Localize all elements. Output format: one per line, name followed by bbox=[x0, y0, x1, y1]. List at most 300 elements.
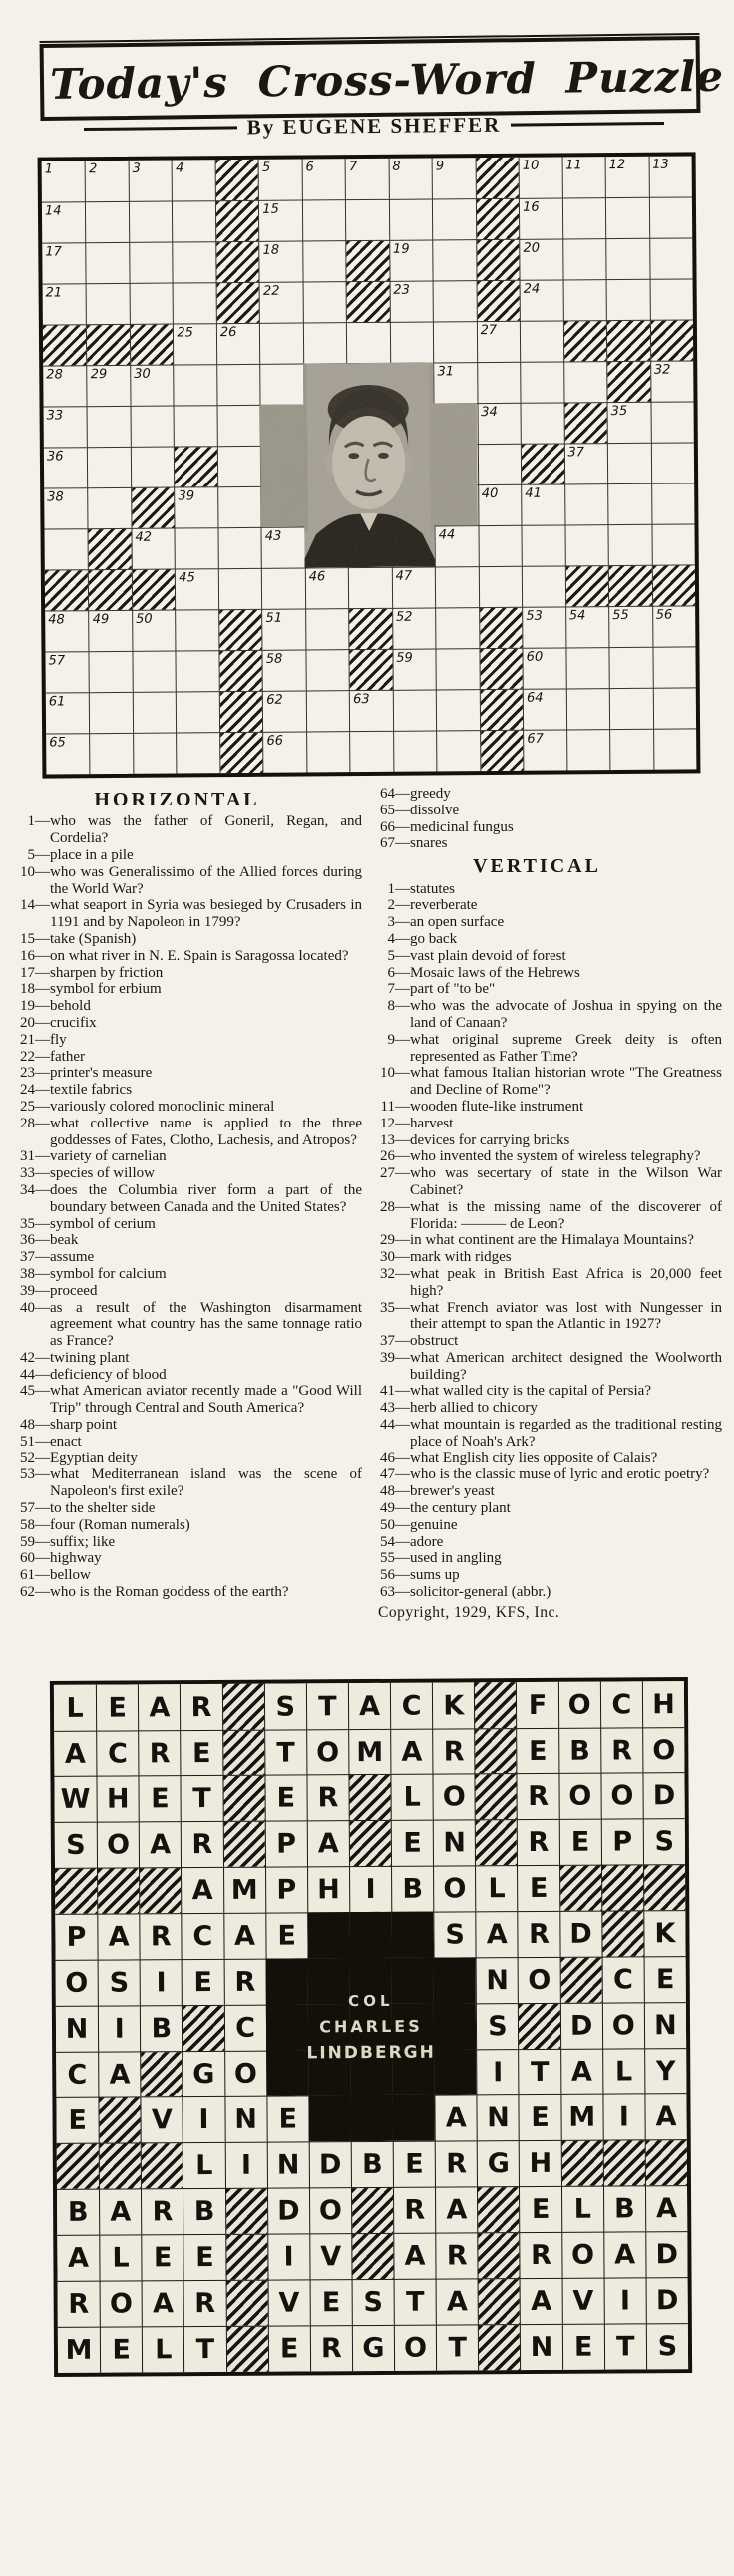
grid-cell bbox=[42, 242, 86, 283]
clue-text: suffix; like bbox=[50, 1533, 116, 1550]
clue-item bbox=[378, 1400, 726, 1417]
cell-number: 10 bbox=[522, 158, 540, 173]
grid-cell bbox=[650, 442, 694, 483]
black-cell bbox=[476, 280, 520, 321]
solution-letter-cell: A bbox=[98, 2052, 140, 2097]
black-cell bbox=[476, 239, 520, 280]
solution-center-cell bbox=[308, 2095, 350, 2141]
grid-cell bbox=[519, 157, 562, 197]
clue-text: highway bbox=[50, 1550, 102, 1567]
clue-number: 38 — bbox=[18, 1266, 50, 1283]
clue-item bbox=[18, 1534, 366, 1551]
clue-number: 35 — bbox=[378, 1300, 410, 1334]
grid-cell bbox=[133, 733, 177, 774]
clue-number: 36 — bbox=[18, 1232, 50, 1249]
solution-letter-cell: A bbox=[57, 2235, 99, 2281]
clue-number: 39 — bbox=[378, 1350, 410, 1384]
grid-cell bbox=[432, 158, 476, 198]
solution-letter-cell: B bbox=[183, 2188, 224, 2234]
clue-text: solicitor-general (abbr.) bbox=[410, 1584, 551, 1601]
grid-cell bbox=[562, 279, 606, 320]
clue-number: 49 — bbox=[378, 1500, 410, 1517]
cell-number: 58 bbox=[265, 651, 283, 667]
byline-row bbox=[84, 111, 664, 142]
grid-cell bbox=[607, 443, 651, 483]
newspaper-page bbox=[0, 40, 734, 2576]
grid-cell bbox=[519, 238, 562, 279]
vertical-clues bbox=[378, 881, 726, 1601]
solution-black-cell bbox=[518, 2003, 559, 2049]
black-cell bbox=[563, 402, 607, 443]
solution-grid-frame bbox=[50, 1677, 692, 2377]
clue-number: 26 — bbox=[378, 1148, 410, 1165]
solution-letter-cell: K bbox=[432, 1683, 474, 1729]
grid-cell bbox=[393, 730, 437, 771]
grid-cell bbox=[651, 483, 695, 523]
grid-cell bbox=[432, 239, 476, 280]
cell-number: 32 bbox=[653, 362, 671, 378]
clue-text: what original supreme Greek deity is often represented as Father Time? bbox=[410, 1031, 722, 1065]
cell-number: 61 bbox=[48, 694, 66, 710]
grid-cell bbox=[217, 446, 261, 486]
clue-text: symbol of cerium bbox=[50, 1215, 156, 1232]
cell-number: 35 bbox=[610, 403, 628, 420]
grid-cell bbox=[172, 160, 215, 200]
black-cell bbox=[479, 648, 523, 689]
solution-letter-cell: E bbox=[182, 1959, 223, 2005]
grid-cell bbox=[563, 443, 607, 483]
solution-letter-cell: L bbox=[391, 1774, 433, 1820]
clue-item bbox=[378, 1466, 726, 1483]
solution-black-cell bbox=[645, 2139, 687, 2185]
cell-number: 11 bbox=[565, 158, 582, 173]
clue-item bbox=[18, 1466, 366, 1500]
clue-number: 19 — bbox=[18, 998, 50, 1015]
solution-letter-cell: L bbox=[475, 1865, 517, 1911]
clue-number: 45 — bbox=[18, 1383, 50, 1417]
clue-number: 63 — bbox=[378, 1584, 410, 1601]
clue-item bbox=[18, 1500, 366, 1517]
cell-number: 23 bbox=[393, 282, 410, 298]
solution-letter-cell: E bbox=[558, 1819, 600, 1865]
clue-item bbox=[18, 1165, 366, 1182]
grid-cell bbox=[85, 201, 129, 242]
grid-cell bbox=[306, 690, 350, 731]
clues-left-column bbox=[18, 786, 366, 1621]
grid-cell bbox=[174, 364, 217, 405]
cell-number: 20 bbox=[523, 240, 541, 256]
black-cell bbox=[651, 564, 695, 605]
cell-number: 46 bbox=[308, 569, 326, 585]
grid-cell bbox=[305, 608, 349, 649]
clue-text: as a result of the Washington disarmament agreement what country has the same tonnage ratio as France? bbox=[50, 1299, 362, 1350]
solution-letter-cell: E bbox=[519, 2186, 560, 2232]
grid-cell bbox=[176, 609, 219, 650]
solution-letter-cell: T bbox=[264, 1730, 306, 1775]
cell-number: 33 bbox=[46, 408, 64, 424]
grid-cell bbox=[131, 447, 175, 487]
clue-text: vast plain devoid of forest bbox=[410, 947, 566, 964]
grid-cell bbox=[609, 729, 653, 770]
solution-center-cell bbox=[308, 2004, 350, 2050]
solution-center-cell bbox=[392, 2095, 434, 2141]
solution-letter-cell: P bbox=[600, 1819, 642, 1865]
clue-number: 44 — bbox=[18, 1367, 50, 1384]
clue-number: 4 — bbox=[378, 931, 410, 948]
cell-number: 22 bbox=[262, 283, 280, 299]
grid-cell bbox=[44, 487, 88, 528]
grid-cell bbox=[301, 159, 345, 199]
clue-text: used in angling bbox=[410, 1550, 502, 1567]
clue-number: 44 — bbox=[378, 1417, 410, 1450]
clue-item bbox=[18, 1266, 366, 1283]
cell-number: 41 bbox=[525, 485, 542, 501]
solution-letter-cell: G bbox=[477, 2140, 519, 2186]
cell-number: 6 bbox=[305, 160, 314, 175]
masthead-box bbox=[40, 36, 725, 121]
clue-number: 15 — bbox=[18, 931, 50, 948]
cell-number: 17 bbox=[45, 244, 62, 260]
solution-letter-cell: D bbox=[642, 1772, 684, 1818]
solution-letter-cell: I bbox=[183, 2096, 224, 2142]
solution-letter-cell: H bbox=[307, 1866, 349, 1912]
grid-cell bbox=[652, 687, 696, 728]
solution-letter-cell: M bbox=[223, 1867, 265, 1913]
grid-cell bbox=[46, 692, 90, 733]
clue-item bbox=[378, 1116, 726, 1132]
solution-center-cell bbox=[434, 1958, 476, 2004]
cell-number: 14 bbox=[44, 203, 62, 219]
clue-text: sharp point bbox=[50, 1417, 118, 1434]
grid-cell bbox=[345, 159, 389, 199]
clue-number: 29 — bbox=[378, 1232, 410, 1249]
solution-letter-cell: I bbox=[349, 1866, 391, 1912]
clue-number: 12 — bbox=[378, 1116, 410, 1132]
solution-black-cell bbox=[478, 2324, 520, 2370]
solution-letter-cell: O bbox=[433, 1774, 475, 1820]
solution-letter-cell: B bbox=[391, 1866, 433, 1912]
center-label-line1: COL bbox=[348, 1991, 394, 2010]
clue-number: 1 — bbox=[378, 881, 410, 898]
solution-letter-cell: R bbox=[58, 2281, 100, 2327]
grid-cell bbox=[477, 403, 521, 444]
clue-text: devices for carrying bricks bbox=[410, 1131, 570, 1148]
solution-letter-cell: O bbox=[600, 1773, 642, 1819]
solution-letter-cell: B bbox=[351, 2141, 393, 2187]
grid-cell bbox=[477, 444, 521, 484]
clue-item bbox=[18, 1099, 366, 1116]
cell-number: 60 bbox=[526, 649, 544, 665]
grid-cell bbox=[262, 691, 306, 732]
clue-item bbox=[18, 1417, 366, 1434]
cell-number: 34 bbox=[481, 404, 498, 421]
grid-cell bbox=[478, 525, 522, 566]
grid-cell bbox=[261, 568, 305, 609]
clue-number: 14 — bbox=[18, 897, 50, 931]
solution-letter-cell: C bbox=[600, 1682, 642, 1728]
clue-number: 30 — bbox=[378, 1249, 410, 1266]
grid-cell bbox=[46, 733, 90, 774]
clue-item bbox=[18, 1434, 366, 1450]
solution-letter-cell: B bbox=[140, 2005, 182, 2051]
grid-cell bbox=[433, 362, 477, 403]
solution-letter-cell: N bbox=[266, 2142, 308, 2188]
clue-text: what peak in British East Africa is 20,000 feet high? bbox=[410, 1265, 722, 1299]
grid-cell bbox=[302, 281, 346, 322]
black-cell bbox=[479, 689, 523, 730]
clue-item bbox=[18, 1049, 366, 1066]
clue-number: 48 — bbox=[378, 1483, 410, 1500]
clue-number: 6 — bbox=[378, 965, 410, 982]
grid-cell bbox=[388, 158, 432, 198]
clue-number: 27 — bbox=[378, 1165, 410, 1199]
grid-cell bbox=[259, 282, 303, 323]
solution-black-cell bbox=[221, 1684, 263, 1730]
grid-cell bbox=[436, 689, 480, 730]
grid-cell bbox=[608, 606, 652, 647]
grid-cell bbox=[522, 524, 565, 565]
cell-number: 26 bbox=[219, 325, 237, 341]
solution-letter-cell: E bbox=[96, 1685, 138, 1731]
solution-letter-cell: C bbox=[601, 1957, 643, 2003]
grid-cell bbox=[392, 689, 436, 730]
cell-number: 48 bbox=[48, 612, 65, 628]
clue-item bbox=[378, 786, 726, 803]
clue-item bbox=[18, 948, 366, 965]
solution-letter-cell: L bbox=[99, 2235, 141, 2281]
grid-cell bbox=[217, 527, 261, 568]
clue-item bbox=[18, 1350, 366, 1367]
solution-black-cell bbox=[474, 1728, 516, 1773]
solution-black-cell bbox=[225, 2188, 267, 2234]
solution-letter-cell: E bbox=[267, 2326, 309, 2372]
solution-center-cell bbox=[266, 2051, 308, 2096]
clue-item bbox=[378, 965, 726, 982]
black-cell bbox=[174, 446, 217, 486]
solution-letter-cell: R bbox=[435, 2233, 477, 2279]
solution-letter-cell: R bbox=[306, 1774, 348, 1820]
clue-text: who invented the system of wireless telegraphy? bbox=[410, 1148, 701, 1165]
cell-number: 4 bbox=[175, 161, 184, 176]
cell-number: 44 bbox=[438, 527, 456, 543]
black-cell bbox=[132, 569, 176, 610]
cell-number: 40 bbox=[481, 485, 499, 502]
clue-number: 2 — bbox=[378, 897, 410, 914]
solution-letter-cell: Y bbox=[644, 2048, 686, 2093]
solution-letter-cell: A bbox=[644, 2093, 686, 2139]
clue-text: bellow bbox=[50, 1567, 91, 1584]
solution-letter-cell: T bbox=[184, 2326, 225, 2372]
solution-black-cell bbox=[559, 1957, 601, 2003]
clue-item bbox=[18, 1567, 366, 1584]
clue-item bbox=[18, 1584, 366, 1601]
solution-letter-cell: M bbox=[58, 2327, 100, 2373]
solution-letter-cell: E bbox=[309, 2279, 351, 2325]
grid-cell bbox=[129, 242, 173, 283]
solution-letter-cell: E bbox=[517, 1865, 558, 1911]
grid-cell bbox=[561, 197, 605, 238]
solution-center-cell bbox=[350, 2095, 392, 2141]
cell-number: 5 bbox=[261, 160, 271, 175]
clue-text: on what river in N. E. Spain is Saragossa located? bbox=[50, 947, 349, 964]
clue-number: 23 — bbox=[18, 1065, 50, 1082]
grid-cell bbox=[435, 566, 479, 607]
clue-item bbox=[378, 998, 726, 1032]
black-cell bbox=[86, 324, 130, 365]
solution-letter-cell: C bbox=[182, 1913, 223, 1959]
grid-cell bbox=[478, 484, 522, 525]
solution-letter-cell: P bbox=[265, 1867, 307, 1913]
clue-text: species of willow bbox=[50, 1165, 155, 1182]
cell-number: 18 bbox=[262, 242, 280, 258]
grid-cell bbox=[89, 610, 133, 651]
solution-letter-cell: C bbox=[96, 1731, 138, 1776]
clue-item bbox=[18, 998, 366, 1015]
clue-item bbox=[378, 1500, 726, 1517]
solution-letter-cell: N bbox=[644, 2002, 686, 2048]
grid-cell bbox=[90, 733, 134, 774]
cell-number: 19 bbox=[392, 241, 410, 257]
clue-item bbox=[378, 835, 726, 852]
grid-cell bbox=[89, 651, 133, 692]
grid-cell bbox=[435, 607, 479, 648]
clue-item bbox=[378, 897, 726, 914]
solution-center-cell bbox=[434, 2050, 476, 2095]
cell-number: 54 bbox=[568, 608, 586, 624]
clue-number: 43 — bbox=[378, 1400, 410, 1417]
clue-number: 66 — bbox=[378, 819, 410, 836]
solution-letter-cell: V bbox=[267, 2280, 309, 2326]
solution-letter-cell: G bbox=[352, 2325, 394, 2371]
solution-letter-cell: E bbox=[266, 2096, 308, 2142]
grid-cell bbox=[609, 647, 653, 688]
solution-letter-cell: S bbox=[476, 2003, 518, 2049]
grid-cell bbox=[305, 649, 349, 690]
solution-black-cell bbox=[222, 1775, 264, 1821]
grid-cell bbox=[389, 239, 433, 280]
solution-letter-cell: L bbox=[561, 2186, 603, 2232]
grid-cell bbox=[606, 279, 650, 320]
solution-letter-cell: R bbox=[517, 1819, 558, 1865]
solution-letter-cell: A bbox=[307, 1820, 349, 1866]
solution-black-cell bbox=[140, 2051, 182, 2096]
clue-text: who is the classic muse of lyric and erotic poetry? bbox=[410, 1466, 710, 1483]
clue-number: 52 — bbox=[18, 1450, 50, 1467]
clue-text: what collective name is applied to the three goddesses of Fates, Clotho, Lachesis, and Atropos? bbox=[50, 1115, 362, 1148]
clue-number: 65 — bbox=[378, 803, 410, 819]
solution-center-cell bbox=[349, 1912, 391, 1958]
cell-number: 47 bbox=[395, 568, 413, 584]
solution-letter-cell: E bbox=[643, 1956, 685, 2002]
byline: By EUGENE SHEFFER bbox=[246, 112, 502, 140]
grid-cell bbox=[435, 525, 479, 566]
grid-cell bbox=[348, 567, 392, 608]
clue-text: symbol for calcium bbox=[50, 1265, 167, 1282]
solution-letter-cell: R bbox=[435, 2141, 477, 2187]
solution-letter-cell: E bbox=[139, 1775, 181, 1821]
solution-letter-cell: I bbox=[267, 2234, 309, 2280]
solution-letter-cell: L bbox=[602, 2049, 644, 2094]
clue-number: 34 — bbox=[18, 1182, 50, 1216]
cell-number: 66 bbox=[266, 733, 284, 749]
clue-item bbox=[378, 1550, 726, 1567]
clue-item bbox=[378, 1584, 726, 1601]
solution-letter-cell: T bbox=[604, 2324, 646, 2370]
clue-text: genuine bbox=[410, 1516, 458, 1533]
byline-rule-left bbox=[84, 126, 237, 131]
clue-number: 17 — bbox=[18, 965, 50, 982]
clue-item bbox=[378, 1232, 726, 1249]
grid-cell bbox=[346, 322, 390, 363]
solution-letter-cell: A bbox=[348, 1683, 390, 1729]
grid-cell bbox=[478, 566, 522, 607]
grid-cell bbox=[563, 361, 607, 402]
solution-black-cell bbox=[559, 1865, 601, 1911]
grid-cell bbox=[652, 646, 696, 687]
solution-center-cell bbox=[308, 2050, 350, 2095]
black-cell bbox=[88, 528, 132, 569]
grid-cell bbox=[520, 361, 563, 402]
solution-letter-cell: H bbox=[519, 2140, 560, 2186]
solution-letter-cell: L bbox=[54, 1685, 96, 1731]
solution-letter-cell: A bbox=[520, 2278, 561, 2324]
grid-cell bbox=[651, 523, 695, 564]
grid-cell bbox=[176, 732, 219, 773]
solution-letter-cell: R bbox=[181, 1821, 222, 1867]
grid-cell bbox=[305, 567, 349, 608]
solution-black-cell bbox=[643, 1864, 685, 1910]
solution-letter-cell: V bbox=[561, 2278, 603, 2324]
solution-letter-cell: B bbox=[57, 2189, 99, 2235]
solution-letter-cell: E bbox=[519, 2094, 560, 2140]
solution-center-cell bbox=[350, 2004, 392, 2050]
clue-number: 53 — bbox=[18, 1466, 50, 1500]
cell-number: 25 bbox=[177, 325, 193, 341]
grid-cell bbox=[433, 321, 477, 362]
grid-cell bbox=[173, 323, 216, 364]
clue-number: 10 — bbox=[378, 1065, 410, 1099]
grid-cell bbox=[130, 365, 174, 406]
solution-letter-cell: R bbox=[180, 1684, 221, 1730]
clue-text: deficiency of blood bbox=[50, 1366, 167, 1383]
solution-center-cell bbox=[350, 1958, 392, 2004]
black-cell bbox=[130, 324, 174, 365]
clue-number: 39 — bbox=[18, 1283, 50, 1300]
grid-cell bbox=[649, 278, 693, 319]
clue-item bbox=[18, 1383, 366, 1417]
cell-number: 7 bbox=[348, 160, 358, 175]
cell-number: 57 bbox=[48, 653, 66, 669]
grid-cell bbox=[131, 528, 175, 569]
clue-item bbox=[378, 1132, 726, 1149]
clue-text: take (Spanish) bbox=[50, 930, 137, 947]
cell-number: 2 bbox=[89, 161, 98, 177]
cell-number: 36 bbox=[46, 449, 64, 465]
solution-letter-cell: R bbox=[600, 1728, 642, 1773]
clue-text: variety of carnelian bbox=[50, 1148, 167, 1165]
solution-letter-cell: D bbox=[309, 2141, 351, 2187]
clue-number: 57 — bbox=[18, 1500, 50, 1517]
grid-cell bbox=[519, 197, 562, 238]
grid-cell bbox=[523, 729, 566, 770]
solution-letter-cell: O bbox=[97, 1822, 139, 1868]
solution-letter-cell: R bbox=[138, 1730, 180, 1775]
clue-number: 50 — bbox=[378, 1517, 410, 1534]
grid-cell bbox=[607, 402, 651, 443]
clue-item bbox=[18, 813, 366, 847]
grid-cell bbox=[392, 607, 436, 648]
grid-cell bbox=[132, 610, 176, 651]
